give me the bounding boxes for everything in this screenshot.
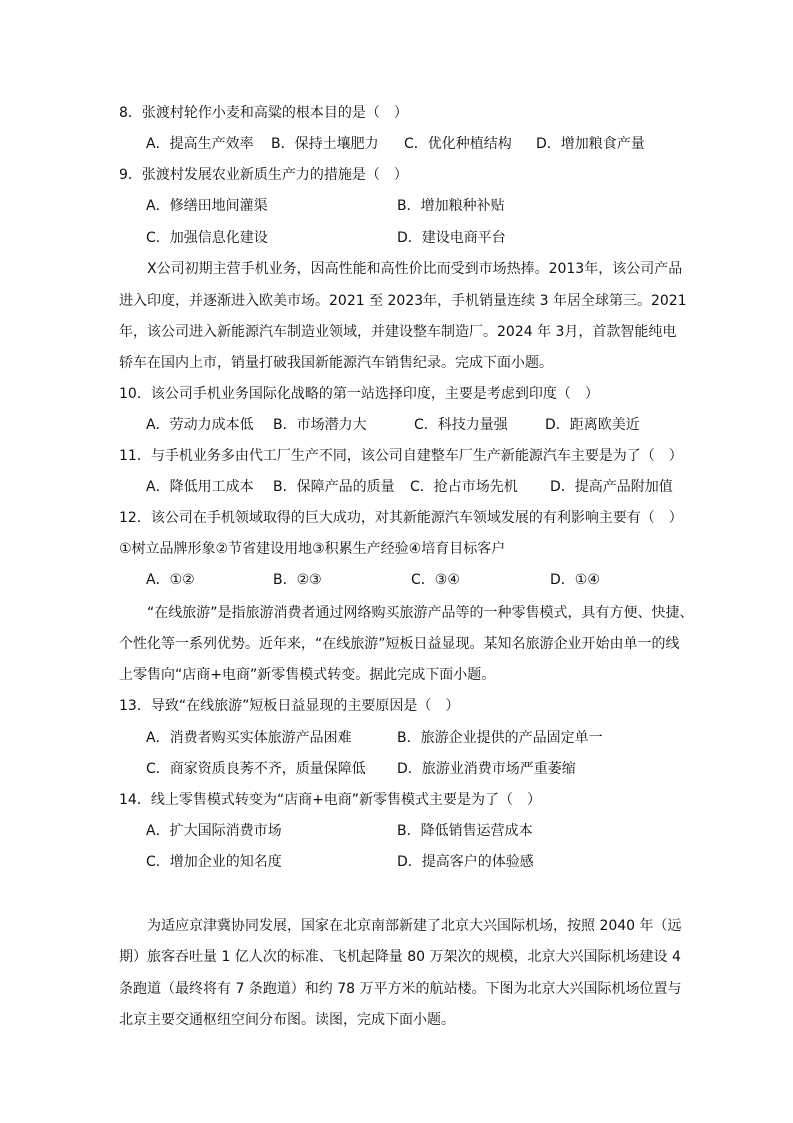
question-12-stem: 12．该公司在手机领域取得的巨大成功，对其新能源汽车领域发展的有利影响主要有（ ） [119, 510, 683, 526]
passage-travel-line-3: 上零售向“店商+电商”新零售模式转变。据此完成下面小题。 [119, 667, 496, 683]
question-9-option-c[interactable]: C．加强信息化建设 [146, 230, 268, 246]
question-10-option-d[interactable]: D．距离欧美近 [545, 417, 640, 433]
question-13-option-a[interactable]: A．消费者购买实体旅游产品困难 [146, 730, 352, 746]
question-14-stem: 14．线上零售模式转变为“店商+电商”新零售模式主要是为了（ ） [119, 792, 542, 808]
question-13-option-d[interactable]: D．旅游业消费市场严重萎缩 [397, 761, 576, 777]
question-9-stem: 9．张渡村发展农业新质生产力的措施是（ ） [119, 167, 408, 183]
question-13-option-c[interactable]: C．商家资质良莠不齐，质量保障低 [146, 761, 366, 777]
passage-airport-line-1: 为适应京津冀协同发展，国家在北京南部新建了北京大兴国际机场，按照 2040 年（远 [147, 918, 682, 934]
question-11-option-b[interactable]: B．保障产品的质量 [273, 479, 395, 495]
question-11-option-d[interactable]: D．提高产品附加值 [550, 479, 673, 495]
passage-airport-line-4: 北京主要交通枢纽空间分布图。读图，完成下面小题。 [119, 1012, 455, 1028]
passage-x-line-2: 进入印度，并逐渐进入欧美市场。2021 至 2023年，手机销量连续 3 年居全球第三。2021 [119, 293, 687, 309]
question-12-option-d[interactable]: D．①④ [550, 572, 600, 588]
question-14-option-a[interactable]: A．扩大国际消费市场 [146, 823, 282, 839]
passage-travel-line-2: 个性化等一系列优势。近年来，“在线旅游”短板日益显现。某知名旅游企业开始由单一的线 [119, 636, 680, 652]
question-14-option-c[interactable]: C．增加企业的知名度 [146, 854, 282, 870]
question-14-option-b[interactable]: B．降低销售运营成本 [397, 823, 533, 839]
question-11-option-c[interactable]: C．抢占市场先机 [410, 479, 518, 495]
question-10-option-a[interactable]: A．劳动力成本低 [146, 417, 254, 433]
question-9-option-a[interactable]: A．修缮田地间灌渠 [146, 198, 268, 214]
question-8-option-a[interactable]: A．提高生产效率 [146, 136, 254, 152]
question-12-option-c[interactable]: C．③④ [411, 572, 460, 588]
passage-airport-line-3: 条跑道（最终将有 7 条跑道）和约 78 万平方米的航站楼。下图为北京大兴国际机场位置与 [119, 981, 682, 997]
passage-x-line-1: X公司初期主营手机业务，因高性能和高性价比而受到市场热捧。2013年，该公司产品 [147, 261, 683, 277]
passage-x-line-4: 轿车在国内上市，销量打破我国新能源汽车销售纪录。完成下面小题。 [119, 355, 553, 371]
question-9-option-b[interactable]: B．增加粮种补贴 [397, 198, 505, 214]
question-10-stem: 10．该公司手机业务国际化战略的第一站选择印度，主要是考虑到印度（ ） [119, 386, 599, 402]
question-11-stem: 11．与手机业务多由代工厂生产不同，该公司自建整车厂生产新能源汽车主要是为了（ ） [119, 448, 683, 464]
question-10-option-c[interactable]: C．科技力量强 [414, 417, 508, 433]
question-14-option-d[interactable]: D．提高客户的体验感 [397, 854, 534, 870]
question-13-option-b[interactable]: B．旅游企业提供的产品固定单一 [397, 730, 603, 746]
question-8-option-c[interactable]: C．优化种植结构 [404, 136, 512, 152]
question-10-option-b[interactable]: B．市场潜力大 [273, 417, 367, 433]
question-12-items: ①树立品牌形象②节省建设用地③积累生产经验④培育目标客户 [119, 541, 506, 557]
question-11-option-a[interactable]: A．降低用工成本 [146, 479, 254, 495]
question-8-option-d[interactable]: D．增加粮食产量 [536, 136, 645, 152]
passage-x-line-3: 年，该公司进入新能源汽车制造业领域，并建设整车制造厂。2024 年 3月，首款智能纯电 [119, 324, 677, 340]
question-13-stem: 13．导致“在线旅游”短板日益显现的主要原因是（ ） [119, 698, 460, 714]
passage-airport-line-2: 期）旅客吞吐量 1 亿人次的标准、飞机起降量 80 万架次的规模，北京大兴国际机场建设 4 [119, 949, 681, 965]
question-9-option-d[interactable]: D．建设电商平台 [397, 230, 506, 246]
question-12-option-b[interactable]: B．②③ [273, 572, 322, 588]
question-8-stem: 8．张渡村轮作小麦和高粱的根本目的是（ ） [119, 105, 408, 121]
question-8-option-b[interactable]: B．保持土壤肥力 [271, 136, 379, 152]
passage-travel-line-1: “在线旅游”是指旅游消费者通过网络购买旅游产品等的一种零售模式，具有方便、快捷、 [147, 605, 694, 621]
question-12-option-a[interactable]: A．①② [146, 572, 195, 588]
